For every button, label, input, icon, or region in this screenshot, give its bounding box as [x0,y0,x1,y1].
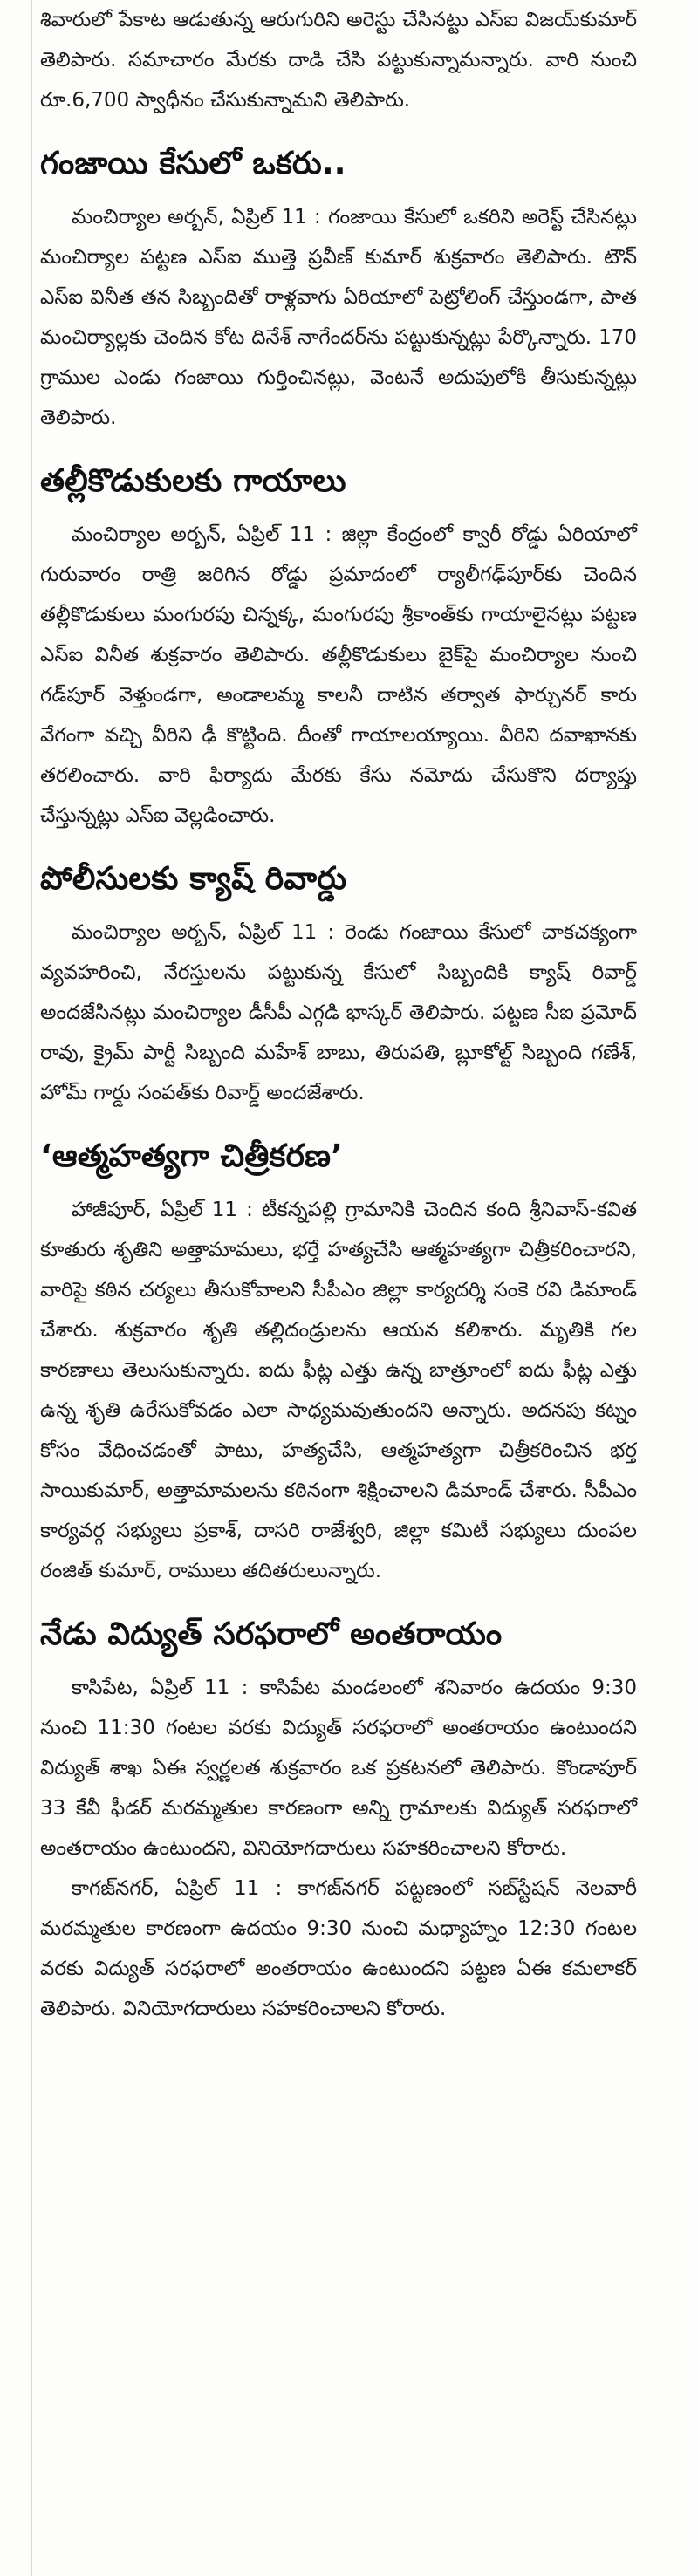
article-paragraph: మంచిర్యాల అర్బన్, ఏప్రిల్ 11 : జిల్లా కేంద్రంలో క్వారీ రోడ్డు ఏరియాలో గురువారం రాత్రి జరిగిన రోడ్డు ప్రమాదంలో ర్యాలీగఢ్‌పూర్‌కు చెందిన తల్లీకొడుకులు మంగురపు చిన్నక్క, మంగురపు శ్రీకాంత్‌కు గాయాలైనట్లు పట్టణ ఎస్ఐ వినీత శుక్రవారం తెలిపారు. తల్లీకొడుకులు బైక్‌పై మంచిర్యాల నుంచి గడ్‌పూర్ వెళ్తుండగా, అండాలమ్మ కాలనీ దాటిన తర్వాత ఫార్చునర్ కారు వేగంగా వచ్చి వీరిని ఢీ కొట్టింది. దీంతో గాయాలయ్యాయి. వీరిని దవాఖానకు తరలించారు. వారి ఫిర్యాదు మేరకు కేసు నమోదు చేసుకొని దర్యాప్తు చేస్తున్నట్లు ఎస్ఐ వెల్లడించారు. [40,523,637,827]
article-paragraph: కాగజ్‌నగర్, ఏప్రిల్ 11 : కాగజ్‌నగర్ పట్టణంలో సబ్‌స్టేషన్ నెలవారీ మరమ్మతుల కారణంగా ఉదయం 9:30 నుంచి మధ్యాహ్నం 12:30 గంటల వరకు విద్యుత్ సరఫరాలో అంతరాయం ఉంటుందని పట్టణ ఏఈ కమలాకర్ తెలిపారు. వినియోగదారులు సహకరించాలని కోరారు. [40,1877,637,2020]
article-power-outage [40,1614,637,2029]
article-headline: గంజాయి కేసులో ఒకరు.. [40,146,346,181]
article-paragraph: కాసిపేట, ఏప్రిల్ 11 : కాసిపేట మండలంలో శనివారం ఉదయం 9:30 నుంచి 11:30 గంటల వరకు విద్యుత్ సరఫరాలో అంతరాయం ఉంటుందని విద్యుత్ శాఖ ఏఈ స్వర్ణలత శుక్రవారం ఒక ప్రకటనలో తెలిపారు. కొండాపూర్ 33 కేవీ ఫీడర్ మరమ్మతుల కారణంగా అన్ని గ్రామాలకు విద్యుత్ సరఫరాలో అంతరాయం ఉంటుందని, వినియోగదారులు సహకరించాలని కోరారు. [40,1677,637,1860]
lead-fragment-section [40,0,637,120]
article-paragraph: హాజీపూర్, ఏప్రిల్ 11 : టీకన్నపల్లి గ్రామానికి చెందిన కంది శ్రీనివాస్-కవిత కూతురు శృతిని అత్తామామలు, భర్తే హత్యచేసి ఆత్మహత్యగా చిత్రీకరించారని, వారిపై కఠిన చర్యలు తీసుకోవాలని సీపీఎం జిల్లా కార్యదర్శి సంకె రవి డిమాండ్ చేశారు. శుక్రవారం శృతి తల్లిదండ్రులను ఆయన కలిశారు. మృతికి గల కారణాలు తెలుసుకున్నారు. ఐదు ఫీట్ల ఎత్తు ఉన్న బాత్రూంలో ఐదు ఫీట్ల ఎత్తు ఉన్న శృతి ఉరేసుకోవడం ఎలా సాధ్యమవుతుందని అన్నారు. అదనపు కట్నం కోసం వేధించడంతో పాటు, హత్యచేసి, ఆత్మహత్యగా చిత్రీకరించిన భర్త సాయికుమార్, అత్తామామలను కఠినంగా శిక్షించాలని డిమాండ్ చేశారు. సీపీఎం కార్యవర్గ సభ్యులు ప్రకాశ్, దాసరి రాజేశ్వరి, జిల్లా కమిటీ సభ్యులు దుంపల రంజిత్ కుమార్, రాములు తదితరులున్నారు. [40,1199,637,1582]
article-mother-son-injured [40,461,637,836]
column-rule [31,0,32,2576]
article-paragraph: మంచిర్యాల అర్బన్, ఏప్రిల్ 11 : గంజాయి కేసులో ఒకరిని అరెస్ట్ చేసినట్లు మంచిర్యాల పట్టణ ఎస్ఐ ముత్తె ప్రవీణ్ కుమార్ శుక్రవారం తెలిపారు. టౌన్ ఎస్ఐ వినీత తన సిబ్బందితో రాళ్లవాగు ఏరియాలో పెట్రోలింగ్ చేస్తుండగా, పాత మంచిర్యాల్లకు చెందిన కోట దినేశ్ నాగేందర్‌ను పట్టుకున్నట్లు పేర్కొన్నారు. 170 గ్రాముల ఎండు గంజాయి గుర్తించినట్లు, వెంటనే అదుపులోకి తీసుకున్నట్లు తెలిపారు. [40,206,637,429]
article-police-cash-reward [40,858,637,1113]
lead-fragment-text: శివారులో పేకాట ఆడుతున్న ఆరుగురిని అరెస్టు చేసినట్టు ఎస్‌ఐ విజయ్‌కుమార్ తెలిపారు. సమాచారం మేరకు దాడి చేసి పట్టుకున్నామన్నారు. వారి నుంచి రూ.6,700 స్వాధీనం చేసుకున్నామని తెలిపారు. [40,9,637,112]
article-headline: ‘ఆత్మహత్యగా చిత్రీకరణ’ [40,1138,344,1174]
article-headline: పోలీసులకు క్యాష్ రివార్డు [40,861,347,897]
article-paragraph: మంచిర్యాల అర్బన్, ఏప్రిల్ 11 : రెండు గంజాయి కేసులో చాకచక్యంగా వ్యవహరించి, నేరస్తులను పట్టుకున్న కేసులో సిబ్బందికి క్యాష్ రివార్డ్ అందజేసినట్లు మంచిర్యాల డీసీపీ ఎగ్గడి భాస్కర్ తెలిపారు. పట్టణ సీఐ ప్రమోద్ రావు, క్రైమ్ పార్టీ సిబ్బంది మహేశ్ బాబు, తిరుపతి, బ్లూకోల్ట్ సిబ్బంది గణేశ్, హోమ్ గార్డు సంపత్‌కు రివార్డ్ అందజేశారు. [40,921,637,1104]
article-headline: తల్లీకొడుకులకు గాయాలు [40,463,346,499]
article-suicide-portrayal [40,1136,637,1591]
article-ganja-case [40,143,637,438]
article-headline: నేడు విద్యుత్ సరఫరాలో అంతరాయం [40,1616,503,1652]
